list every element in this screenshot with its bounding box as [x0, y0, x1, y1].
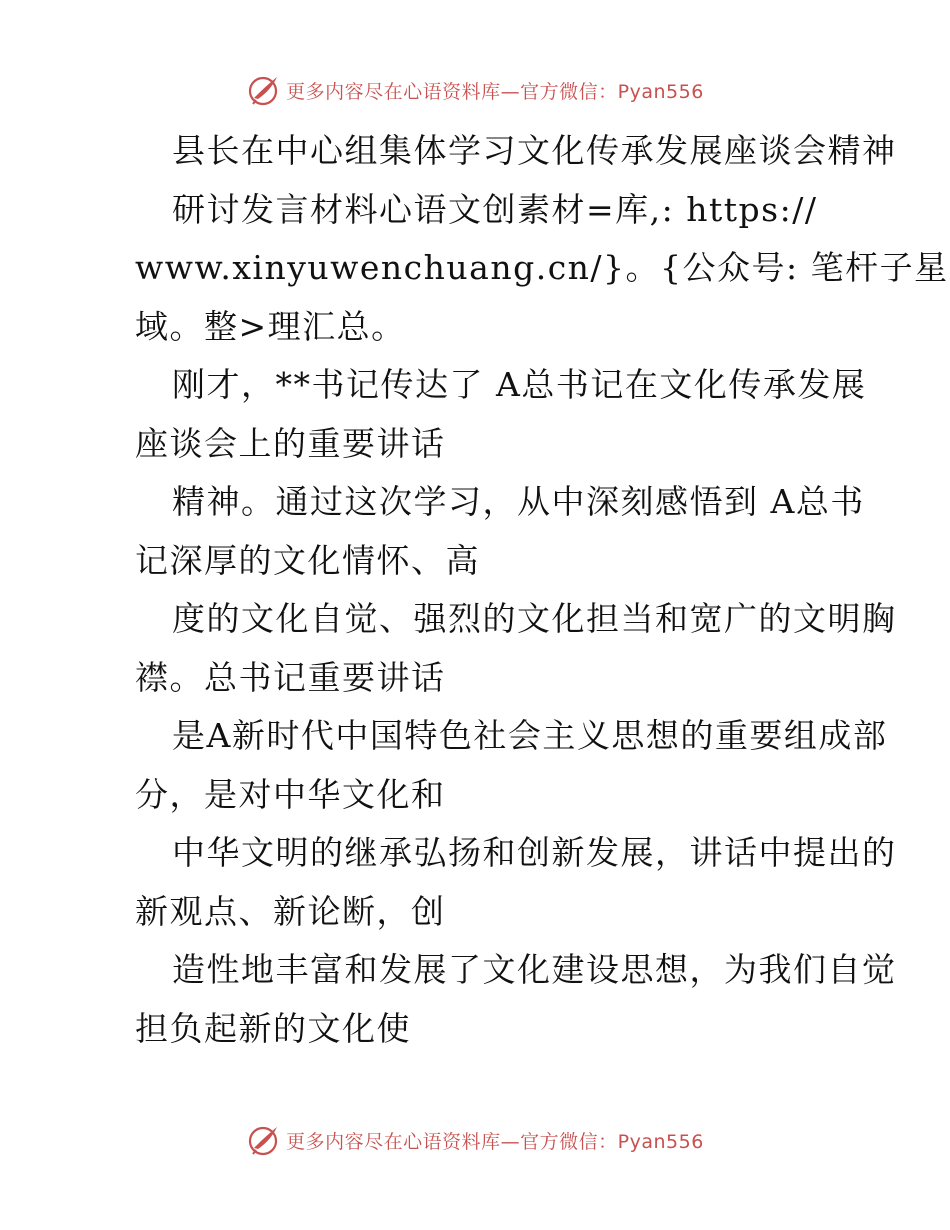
body-line: 域。整>理汇总。 — [135, 306, 406, 346]
body-line: 研讨发言材料心语文创素材=库,: https:// — [172, 189, 818, 229]
body-line: 县长在中心组集体学习文化传承发展座谈会精神 — [172, 131, 897, 170]
body-line: 精神。通过这次学习，从中深刻感悟到 A总书 — [172, 482, 865, 521]
body-line: 记深厚的文化情怀、高 — [135, 540, 480, 580]
footer-banner — [0, 1120, 950, 1160]
quill-pen-logo-icon — [246, 72, 282, 108]
body-line: 度的文化自觉、强烈的文化担当和宽广的文明胸 — [172, 599, 897, 638]
body-line: www.xinyuwenchuang.cn/}。{公众号: 笔杆子星 — [135, 248, 949, 287]
body-line: 中华文明的继承弘扬和创新发展，讲话中提出的 — [172, 833, 897, 872]
body-line: 担负起新的文化使 — [135, 1008, 411, 1048]
body-line: 是A新时代中国特色社会主义思想的重要组成部 — [172, 716, 888, 755]
body-line: 分，是对中华文化和 — [135, 774, 446, 814]
header-banner — [0, 70, 950, 110]
quill-pen-logo-icon — [246, 1122, 282, 1158]
body-line: 新观点、新论断，创 — [135, 891, 446, 931]
body-line: 座谈会上的重要讲话 — [135, 423, 446, 463]
body-line: 襟。总书记重要讲话 — [135, 657, 446, 697]
body-line: 刚才，**书记传达了 A总书记在文化传承发展 — [172, 365, 867, 404]
footer-banner-text: 更多内容尽在心语资料库—官方微信：Pyan556 — [286, 1130, 704, 1153]
document-body — [98, 122, 949, 1058]
body-line: 造性地丰富和发展了文化建设思想，为我们自觉 — [172, 950, 897, 989]
header-banner-text: 更多内容尽在心语资料库—官方微信：Pyan556 — [286, 80, 704, 103]
